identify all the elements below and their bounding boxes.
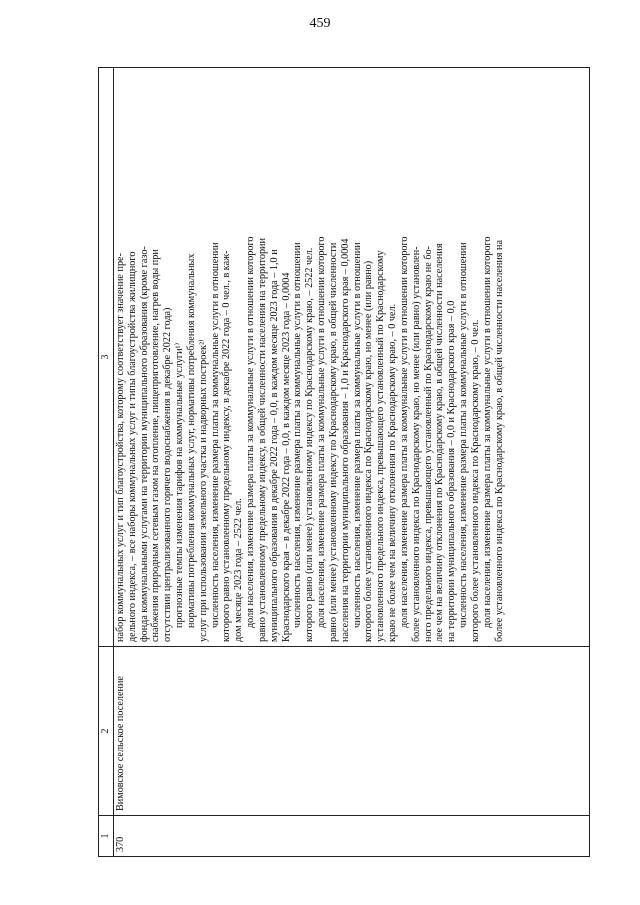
detail-line: которого более установленного индекса по Краснодарскому краю, но менее (или равно) — [363, 260, 375, 642]
row-details — [114, 68, 590, 647]
detail-line: населения на территории муниципального образования – 1,0 и Краснодарского края – 0,0004 — [339, 238, 351, 642]
detail-line: краю не более чем на величину отклонения по Краснодарскому краю, – 0 чел. — [387, 303, 399, 642]
detail-line: услуг при использовании земельного участка и надворных построек²⁾ — [197, 339, 209, 642]
detail-line: доля населения, изменение размера платы за коммунальные услуги в отношении которого — [398, 236, 410, 628]
detail-line: доля населения, изменение размера платы за коммунальные услуги в отношении которого — [481, 236, 493, 628]
detail-line: доля населения, изменение размера платы за коммунальные услуги в отношении которого — [245, 236, 257, 628]
detail-line: снабжения природным сетевым газом на отопление, пищеприготовление, нагрев воды при — [150, 249, 162, 642]
rotated-table-wrapper — [98, 67, 590, 857]
page-number: 459 — [309, 16, 331, 31]
data-table — [98, 67, 590, 857]
detail-line: нормативы потребления коммунальных услуг, нормативы потребления коммунальных — [185, 253, 197, 628]
detail-line: фонда коммунальными услугами на территории муниципального образования (кроме газо- — [138, 246, 150, 642]
detail-line: набор коммунальных услуг и тип благоустройства, которому соответствует значение пре- — [115, 253, 126, 642]
detail-line: которого равно (или менее) установленному индексу по Краснодарскому краю, – 2522 чел. — [304, 247, 316, 642]
detail-line: отсутствии централизованного горячего водоснабжения в декабре 2022 года) — [162, 307, 174, 642]
detail-line: численность населения, изменение размера платы за коммунальные услуги в отношении — [292, 242, 304, 628]
detail-line: установленного предельного индекса, превышающего установленный по Краснодарскому — [375, 250, 387, 642]
detail-line: которого более установленного индекса по Краснодарскому краю, – 0 чел. — [469, 319, 481, 642]
settlement-name: Вимовское сельское поселение — [114, 647, 590, 816]
detail-line: которого равно установленному предельному индексу, в декабре 2022 года – 0 чел., в каж- — [221, 250, 233, 642]
detail-line: численность населения, изменение размера платы за коммунальные услуги в отношении — [458, 242, 470, 628]
table-row — [114, 68, 590, 857]
detail-line: дом месяце 2023 года – 2522 чел. — [233, 498, 245, 642]
detail-line: более установленного индекса по Краснодарскому краю, но менее (или равно) установлен- — [410, 246, 422, 642]
detail-line: прогнозные темпы изменения тарифов на коммунальные услуги¹⁾ — [174, 342, 186, 628]
header-col-2: 2 — [99, 647, 114, 816]
detail-line: ного предельного индекса, превышающего установленный по Краснодарскому краю не бо- — [422, 245, 434, 642]
detail-line: на территории муниципального образования – 0,0 и Краснодарского края – 0,0 — [446, 300, 458, 642]
row-number: 370 — [114, 816, 590, 857]
detail-line: доля населения, изменение размера платы за коммунальные услуги в отношении которого — [316, 236, 328, 628]
detail-line: муниципального образования в декабре 2022 года – 0,0, в каждом месяце 2023 года – 1,0 и — [268, 249, 280, 642]
detail-line: лее чем на величину отклонения по Краснодарскому краю, в общей численности населения — [434, 243, 446, 642]
detail-line: более установленного индекса по Краснодарскому краю, в общей численности населения на — [493, 239, 505, 642]
detail-line: численность населения, изменение размера платы за коммунальные услуги в отношении — [209, 242, 221, 628]
detail-line: Краснодарского края – в декабре 2022 года – 0,0, в каждом месяце 2023 года – 0,0004 — [280, 272, 292, 642]
detail-line: дельного индекса, – все наборы коммунальных услуг и типы благоустройства жилищного — [126, 251, 138, 642]
detail-line: равно установленному предельному индексу, в общей численности населения на территории — [256, 238, 268, 642]
detail-line: равно (или менее) установленному индексу по Краснодарскому краю, в общей численности — [327, 242, 339, 642]
header-row — [99, 68, 114, 857]
header-col-3: 3 — [99, 68, 114, 647]
header-col-1: 1 — [99, 816, 114, 857]
detail-line: численность населения, изменение размера платы за коммунальные услуги в отношении — [351, 242, 363, 628]
